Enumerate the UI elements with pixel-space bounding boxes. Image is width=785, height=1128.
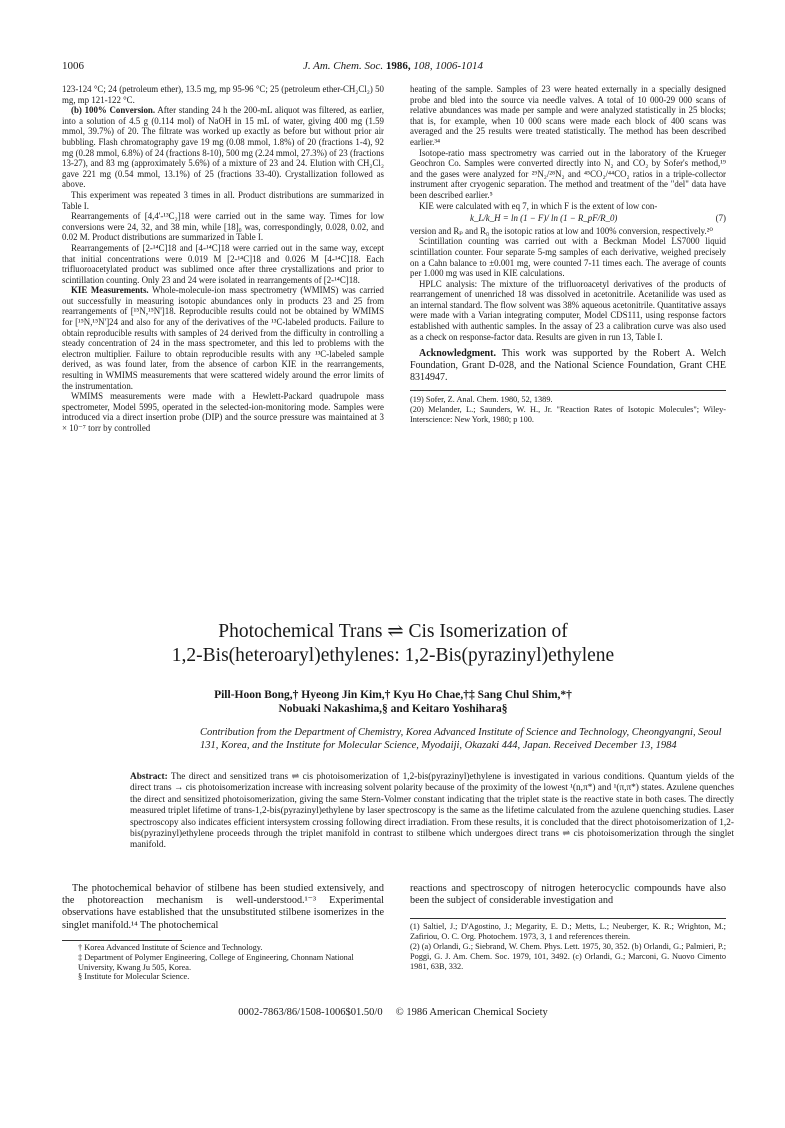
intro-left: [62, 883, 384, 932]
paragraph-heading: KIE Measurements.: [71, 285, 149, 296]
divider: [410, 918, 726, 919]
title-line: 1,2-Bis(heteroaryl)ethylenes: 1,2-Bis(pyrazinyl)ethylene: [171, 645, 615, 666]
reference-20: (20) Melander, L.; Saunders, W. H., Jr. "Reaction Rates of Isotopic Molecules"; Wiley-Interscience: New York, 1980; p 100.: [410, 405, 726, 425]
paragraph-text: After standing 24 h the 200-mL aliquot was filtered, as earlier, into a solution of 4.5 g (0.114 mol) of NaOH in 15 mL of water, giving 400 mg (1.59 mmol, 39.7%) of 20. The filtrate was worked up exactly as before but without prior air bubbling. Flash chromatography gave 19 mg (0.08 mmol, 1.8%) of 20 (fractions 1-4), 92 mg (0.28 mmol, 6.8%) of 24 (fractions 8-10), 500 mg (2.24 mmol, 27.3%) of 23 (fractions 13-27), and 83 mg (approximately 5.6%) of a mixture of 23 and 24. Elution with CH₂Cl₂ gave 221 mg (0.54 mmol, 13.1%) of 25 (fractions 33-40). Crystallization followed as above.: [62, 105, 384, 190]
abstract-heading: Abstract:: [130, 772, 168, 782]
paragraph: [62, 285, 384, 391]
equation-7: [410, 211, 726, 226]
paragraph: KIE were calculated with eq 7, in which F is the extent of low con-: [419, 200, 658, 211]
paragraph: WMIMS measurements were made with a Hewlett-Packard quadrupole mass spectrometer, Model 5995, operated in the selected-ion-monitoring mode. Samples were introduced via a direct insertion probe (DIP) and the source pressure was maintained at 3 × 10⁻⁷ torr by controlled: [62, 391, 384, 433]
footnote-section: § Institute for Molecular Science.: [78, 972, 190, 982]
reference-19: (19) Sofer, Z. Anal. Chem. 1980, 52, 1389.: [410, 395, 553, 405]
left-column: [62, 84, 384, 434]
paragraph: HPLC analysis: The mixture of the trifluoroacetyl derivatives of the products of rearrangement of unenriched 18 was dissolved in acetonitrile. Acetanilide was used as an internal standard. The flow solvent was 38% aqueous acetonitrile. Quantitative assays were made with a Varian integrating computer, Model CDS111, using response factors established with authentic samples. In the assay of 23 a calibration curve was also used as a check on response-factor data. Results are given in run 13, Table I.: [410, 278, 726, 342]
copyright: © 1986 American Chemical Society: [395, 1007, 548, 1018]
article-references: [410, 918, 726, 972]
acknowledgment-heading: Acknowledgment.: [419, 348, 496, 360]
running-head: [62, 60, 724, 76]
divider: [410, 390, 726, 391]
right-column: [410, 84, 726, 425]
affiliation-footnotes: [62, 940, 384, 982]
equation-number: (7): [715, 213, 726, 224]
paragraph: [62, 105, 384, 190]
footnote-double-dagger: ‡ Department of Polymer Engineering, College of Engineering, Chonnam National University, Kwang Ju 505, Korea.: [78, 952, 354, 972]
intro-right: [410, 883, 726, 907]
paragraph: Rearrangements of [2-¹⁴C]18 and [4-¹⁴C]18 were carried out in the same way, except that initial concentrations were 0.019 M [2-¹⁴C]18 and 0.026 M [4-¹⁴C]18. Each trifluoroacetylated product was sublimed once after three crystallizations and prior to scintillation counting. Only 23 and 24 were isolated in rearrangements of [2-¹⁴C]18.: [62, 242, 384, 285]
paragraph: reactions and spectroscopy of nitrogen heterocyclic compounds have also been the subject of considerable investigation and: [410, 883, 726, 907]
paragraph: heating of the sample. Samples of 23 were heated externally in a specially designed probe and bled into the source via needle valves. A total of 10 000-29 000 scans of relative abundances was made per sample and were analyzed statistically in 25 blocks; that is, for example, when 10 000 scans were made each block of 400 scans was averaged and the 25 results were treated statistically. The method has been described earlier.³⁴: [410, 84, 726, 147]
abstract-text: The direct and sensitized trans ⇌ cis photoisomerization of 1,2-bis(pyrazinyl)ethylene is investigated in various conditions. Quantum yields of the direct trans → cis photoisomerization increase with increasing solvent polarity because of the proximity of the lowest ¹(n,π*) and ¹(π,π*) states. Azulene quenches the direct and sensitized photoisomerization, giving the same Stern-Volmer constant indicating that the triplet state is the reactive state in both cases. The directly measured triplet lifetime of trans-1,2-bis(pyrazinyl)ethylene by laser spectroscopy is the same as the lifetime calculated from the azulene quenching studies. Laser spectroscopy also indicates efficient intersystem crossing following direct irradiation. From these results, it is concluded that the direct photoisomerization of 1,2-bis(pyrazinyl)ethylene proceeds through the triplet manifold in contrast to stilbene which undergoes direct trans ⇌ cis photoisomerization through the singlet manifold.: [130, 772, 734, 851]
paragraph: Rearrangements of [4,4'-¹³C₂]18 were carried out in the same way. Times for low conversions were 24, 32, and 38 min, while [18]₀ was, correspondingly, 0.028, 0.02, and 0.02 M. Product distributions are summarized in Table I.: [62, 211, 384, 243]
journal-name: J. Am. Chem. Soc.: [302, 60, 384, 72]
paragraph: Scintillation counting was carried out with a Beckman Model LS7000 liquid scintillation counter. Four separate 5-mg samples of each derivative, weighed precisely on a Cahn balance to ±0.001 mg, were counted 7-11 times each. The average of counts per 1.000 mg was used in KIE calculations.: [410, 236, 726, 279]
paragraph: This experiment was repeated 3 times in all. Product distributions are summarized in Table I.: [62, 189, 384, 211]
paragraph: Isotope-ratio mass spectrometry was carried out in the laboratory of the Krueger Geochron Co. Samples were converted directly into N₂ and CO₂ by Sofer's method,¹⁹ and the gases were analyzed for ²⁹N₂/²⁸N₂ and ⁴⁵CO₂/⁴⁴CO₂ ratios in a triple-collector instrument after cryogenic separation. The method and treatment of the "del" data have been described earlier.⁵: [410, 147, 726, 200]
page-number: 1006: [62, 60, 84, 72]
affiliation: Contribution from the Department of Chemistry, Korea Advanced Institute of Science and Technology, Cheongyangni, Seoul 131, Korea, and the Institute for Molecular Science, Myodaiji, Okazaki 444, Japan. Received December 13, 1984: [200, 727, 722, 751]
paragraph-text: Whole-molecule-ion mass spectrometry (WMIMS) was carried out successfully in measuring isotopic abundances only in products 23 and 25 from rearrangements of [¹⁵N,¹⁵N']18. Reproducible results could not be obtained by WMIMS for [¹⁵N,¹⁵N']24 and also for any of the derivatives of the ¹³C-labeled products. Failure to obtain reproducible results with samples of 24 derived from the difficulty in controlling a steady concentration of 24 in the mass spectrometer, and this led to problems with the electron multiplier. Failure to obtain reproducible results with any ¹³C-labeled sample derived, as was found later, from the absence of carbon KIE in the rearrangements, resulting in WMIMS measurements that were scattered widely around the error limits of the instrumentation.: [62, 285, 384, 391]
equation-body: k_L/k_H = ln (1 − F)/ ln (1 − R_pF/R_0): [470, 213, 618, 224]
journal-pages: 1006-1014: [435, 60, 484, 72]
abstract: [130, 772, 734, 852]
authors-line: Pill-Hoon Bong,† Hyeong Jin Kim,† Kyu Ho Chae,†‡ Sang Chul Shim,*†: [214, 689, 572, 701]
paragraph: 123-124 °C; 24 (petroleum ether), 13.5 mg, mp 95-96 °C; 25 (petroleum ether-CH₂Cl₂) 50 mg, mp 121-122 °C.: [62, 84, 384, 105]
page-footer: [62, 1007, 724, 1018]
reference-2: (2) (a) Orlandi, G.; Siebrand, W. Chem. Phys. Lett. 1975, 30, 352. (b) Orlandi, G.; Palmieri, P.; Poggi, G. J. Am. Chem. Soc. 1979, 101, 3492. (c) Orlandi, G.; Marconi, G. Nuovo Cimento 1981, 63B, 332.: [410, 942, 726, 971]
paragraph: version and Rₚ and R₀ the isotopic ratios at low and 100% conversion, respectively.²⁰: [410, 225, 713, 236]
acknowledgment: [410, 348, 726, 384]
journal-volume: 108,: [413, 60, 433, 72]
author-list: [62, 688, 724, 716]
footnote-dagger: † Korea Advanced Institute of Science and Technology.: [78, 943, 263, 952]
paragraph-heading: (b) 100% Conversion.: [71, 105, 156, 116]
issn-code: 0002-7863/86/1508-1006$01.50/0: [238, 1007, 383, 1018]
acknowledgment-text: This work was supported by the Robert A. Welch Foundation, Grant D-028, and the National Science Foundation, Grant CHE 8314947.: [410, 348, 726, 384]
journal-citation: [62, 60, 724, 72]
divider: [62, 940, 182, 941]
authors-line: Nobuaki Nakashima,§ and Keitaro Yoshihara§: [278, 703, 508, 715]
article-title: [62, 620, 724, 668]
paragraph: The photochemical behavior of stilbene has been studied extensively, and the photoreaction mechanism is well-understood.¹⁻³ Experimental observations have established that the unsubstituted stilbene isomerizes in the singlet manifold.¹⁴ The photochemical: [62, 883, 384, 931]
reference-1: (1) Saltiel, J.; D'Agostino, J.; Megarity, E. D.; Metts, L.; Neuberger, K. R.; Wrighton, M.; Zafiriou, O. C. Org. Photochem. 1973, 3, 1 and references therein.: [410, 922, 726, 941]
title-line: Photochemical Trans ⇌ Cis Isomerization of: [218, 621, 568, 642]
journal-year: 1986,: [385, 60, 411, 72]
references: [410, 395, 726, 425]
